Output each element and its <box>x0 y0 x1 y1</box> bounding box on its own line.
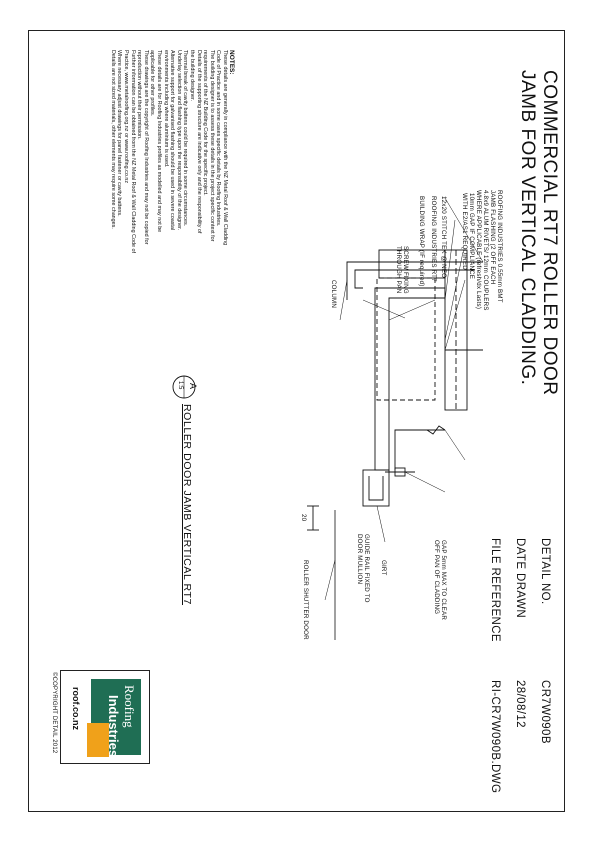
callout-roller-shutter: ROLLER SHUTTER DOOR <box>302 560 309 640</box>
callout-line: JAMB FLASHING (2 OFF EACH <box>489 190 496 285</box>
callout-column: COLUMN <box>330 280 337 309</box>
note-item: Further information can be obtained from the NZ Metal Roof & Wall Cladding Code of <box>129 50 136 253</box>
section-scale: 1:5 <box>177 381 183 390</box>
callout-line: 4.8x9 ALUM RIVETS/ 12mm COUPLERS <box>482 190 489 311</box>
callout-line: THROUGH PAN <box>395 246 402 294</box>
callout-guide-rail <box>356 534 370 603</box>
note-item: Code of Practice and in some cases specific details by Roofing Industries. <box>215 50 222 227</box>
note-item: Thermal break of cavity battens could be required in some circumstances. <box>182 50 189 227</box>
roofing-industries-logo <box>60 670 150 764</box>
guide-rail <box>363 470 389 506</box>
note-item: environments including where aluminium is used. <box>162 50 169 168</box>
jamb-flashing <box>355 270 475 288</box>
callout-rt7: ROOFING INDUSTRIES RT7 <box>430 196 437 282</box>
logo-url: roof.co.nz <box>71 687 81 730</box>
note-item: These drawings are the copyright of Roofing Industries and may not be copied for <box>142 50 149 245</box>
file-reference-label: FILE REFERENCE <box>489 538 501 643</box>
note-item: Details are not sized materials, other elements may require some changes. <box>109 50 116 229</box>
note-item: Where necessary adjust drawings for panel fastener or cavity battens. <box>116 50 123 217</box>
title-line-1: COMMERCIAL RT7 ROLLER DOOR <box>539 70 560 396</box>
note-item: The building designer is to assess these details in the project specific context for <box>208 50 215 242</box>
dimension-label: 20 <box>300 514 307 522</box>
section-title: ROLLER DOOR JAMB VERTICAL RT7 <box>181 404 193 606</box>
rt7-cladding <box>375 288 445 470</box>
section-marker-letter: A <box>188 383 198 390</box>
callout-line: WHERE APPLICABLE (refresh/dx Lasts) <box>475 190 482 310</box>
notes-heading: NOTES: <box>228 50 235 75</box>
date-label: DATE DRAWN <box>514 538 526 619</box>
callout-jamb-flashing <box>475 190 503 311</box>
callout-building-wrap: BUILDING WRAP (IF required) <box>418 196 425 287</box>
logo-text-roofing: Roofing <box>122 685 137 728</box>
callout-line: GAP 5mm MAX TO CLEAR <box>440 540 447 620</box>
detail-no-value: CR7W090B <box>539 680 551 744</box>
logo-text-industries: Industries <box>106 695 121 758</box>
callout-girt: GIRT <box>380 560 387 576</box>
callout-gap5 <box>433 540 447 620</box>
note-item: Underlay selection and flashing type upon the responsibility of the designer. <box>175 50 182 231</box>
note-item: requirements of the NZ Building Code for the specific project. <box>202 50 209 196</box>
callout-line: ROOFING INDUSTRIES 0.55mm BMT <box>496 190 503 303</box>
callout-line: GUIDE RAIL FIXED TO <box>363 534 370 603</box>
file-reference-value: RI-CR7W090B.DWG <box>489 680 501 794</box>
column-hidden <box>377 278 435 400</box>
callout-screw-fixing <box>395 246 409 294</box>
notes-list <box>109 50 228 350</box>
copyright-text: ©COPYRIGHT DETAIL 2012 <box>51 672 57 754</box>
note-item: These details are generally in compliance with the NZ Metal Roof & Wall Cladding <box>222 50 228 246</box>
title-line-2: JAMB FOR VERTICAL CLADDING. <box>517 70 538 386</box>
note-item: Details of the supporting structure are indicative only and the responsibility of <box>195 50 202 234</box>
callout-line: 10mm GAP IF COMPLIANCE <box>468 193 475 280</box>
note-item: Practice, www.metalroofing.org.nz or www.roofing.co.nz <box>123 50 130 184</box>
callout-line: OFF PAN OF CLADDING <box>433 540 440 615</box>
note-item: applicable for other profiles. <box>149 50 156 117</box>
callout-line: SCREW FIXING <box>402 246 409 294</box>
callout-gap-compliance <box>461 193 475 279</box>
detail-no-label: DETAIL NO. <box>539 538 551 605</box>
callout-line: WITH E2/AS1 REQUIRED <box>461 193 468 270</box>
note-item: the building designer. <box>189 50 196 101</box>
note-item: These details are for Roofing Industries profiles as modelled and may not be <box>156 50 163 233</box>
callout-stitch: 12x20 STITCH TEK @ NEO <box>440 196 447 279</box>
note-item: Alternative support for galvanised flashing should be used in severe coastal <box>169 50 176 231</box>
note-item: reproduction without their permission. <box>136 50 143 140</box>
notes-block <box>109 50 235 350</box>
callout-line: DOOR MULLION <box>356 534 363 585</box>
date-value: 28/08/12 <box>514 680 526 728</box>
